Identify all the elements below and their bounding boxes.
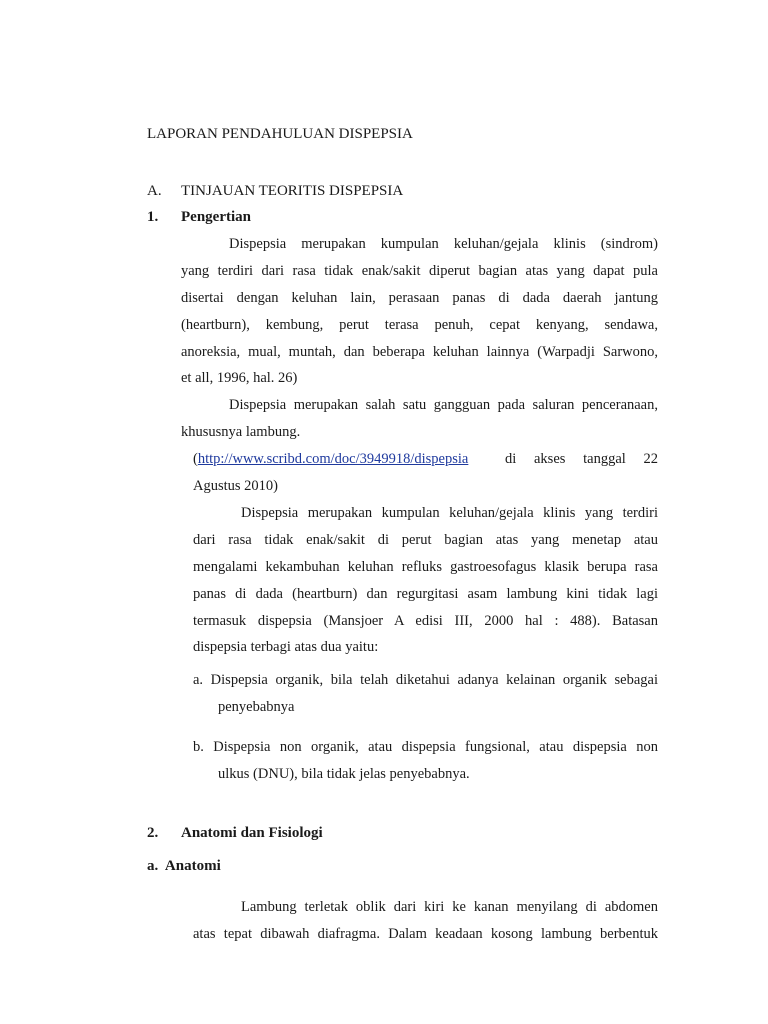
citation-line xyxy=(193,451,468,468)
paragraph-4-line: atas tepat dibawah diafragma. Dalam keadaan kosong lambung berbentuk xyxy=(193,926,658,942)
document-title: LAPORAN PENDAHULUAN DISPEPSIA xyxy=(147,126,413,142)
list-item-b-line: b. Dispepsia non organik, atau dispepsia fungsional, atau dispepsia non xyxy=(193,739,658,755)
paragraph-1-line: disertai dengan keluhan lain, perasaan panas di dada daerah jantung xyxy=(181,290,658,306)
paragraph-3-line: Dispepsia merupakan kumpulan keluhan/gejala klinis yang terdiri xyxy=(241,505,658,521)
subsection-1-title: Pengertian xyxy=(181,209,251,225)
paragraph-3-line: dari rasa tidak enak/sakit di perut bagian atas yang menetap atau xyxy=(193,532,658,548)
paragraph-1-line: et all, 1996, hal. 26) xyxy=(181,370,298,386)
section-a-marker: A. xyxy=(147,183,162,199)
list-item-b-line: ulkus (DNU), bila tidak jelas penyebabnya. xyxy=(218,766,470,782)
citation-access-date: di akses tanggal 22 xyxy=(505,451,658,467)
paragraph-1-line: anoreksia, mual, muntah, dan beberapa keluhan lainnya (Warpadji Sarwono, xyxy=(181,344,658,360)
subsection-2a-title: a. Anatomi xyxy=(147,858,221,874)
list-item-a-line: a. Dispepsia organik, bila telah diketahui adanya kelainan organik sebagai xyxy=(193,672,658,688)
list-item-a-line: penyebabnya xyxy=(218,699,295,715)
citation-link[interactable]: http://www.scribd.com/doc/3949918/dispepsia xyxy=(197,451,469,467)
paragraph-2-line: khususnya lambung. xyxy=(181,424,301,440)
paragraph-1-line: yang terdiri dari rasa tidak enak/sakit diperut bagian atas yang dapat pula xyxy=(181,263,658,279)
paragraph-1-line: (heartburn), kembung, perut terasa penuh, cepat kenyang, sendawa, xyxy=(181,317,658,333)
subsection-2-marker: 2. xyxy=(147,825,159,841)
citation-line-2: Agustus 2010) xyxy=(193,478,278,494)
section-a-title: TINJAUAN TEORITIS DISPEPSIA xyxy=(181,183,404,199)
paragraph-4-line: Lambung terletak oblik dari kiri ke kanan menyilang di abdomen xyxy=(241,899,658,915)
paragraph-3-line: mengalami kekambuhan keluhan refluks gastroesofagus klasik berupa rasa xyxy=(193,559,658,575)
paragraph-2-line: Dispepsia merupakan salah satu gangguan pada saluran penceranaan, xyxy=(229,397,658,413)
paragraph-3-line: termasuk dispepsia (Mansjoer A edisi III, 2000 hal : 488). Batasan xyxy=(193,613,658,629)
paragraph-1-line: Dispepsia merupakan kumpulan keluhan/gejala klinis (sindrom) xyxy=(229,236,658,252)
paragraph-3-line: panas di dada (heartburn) dan regurgitasi asam lambung kini tidak lagi xyxy=(193,586,658,602)
subsection-2-title: Anatomi dan Fisiologi xyxy=(181,825,323,841)
citation-open-paren: ( xyxy=(193,451,198,467)
subsection-1-marker: 1. xyxy=(147,209,159,225)
paragraph-3-line: dispepsia terbagi atas dua yaitu: xyxy=(193,639,379,655)
